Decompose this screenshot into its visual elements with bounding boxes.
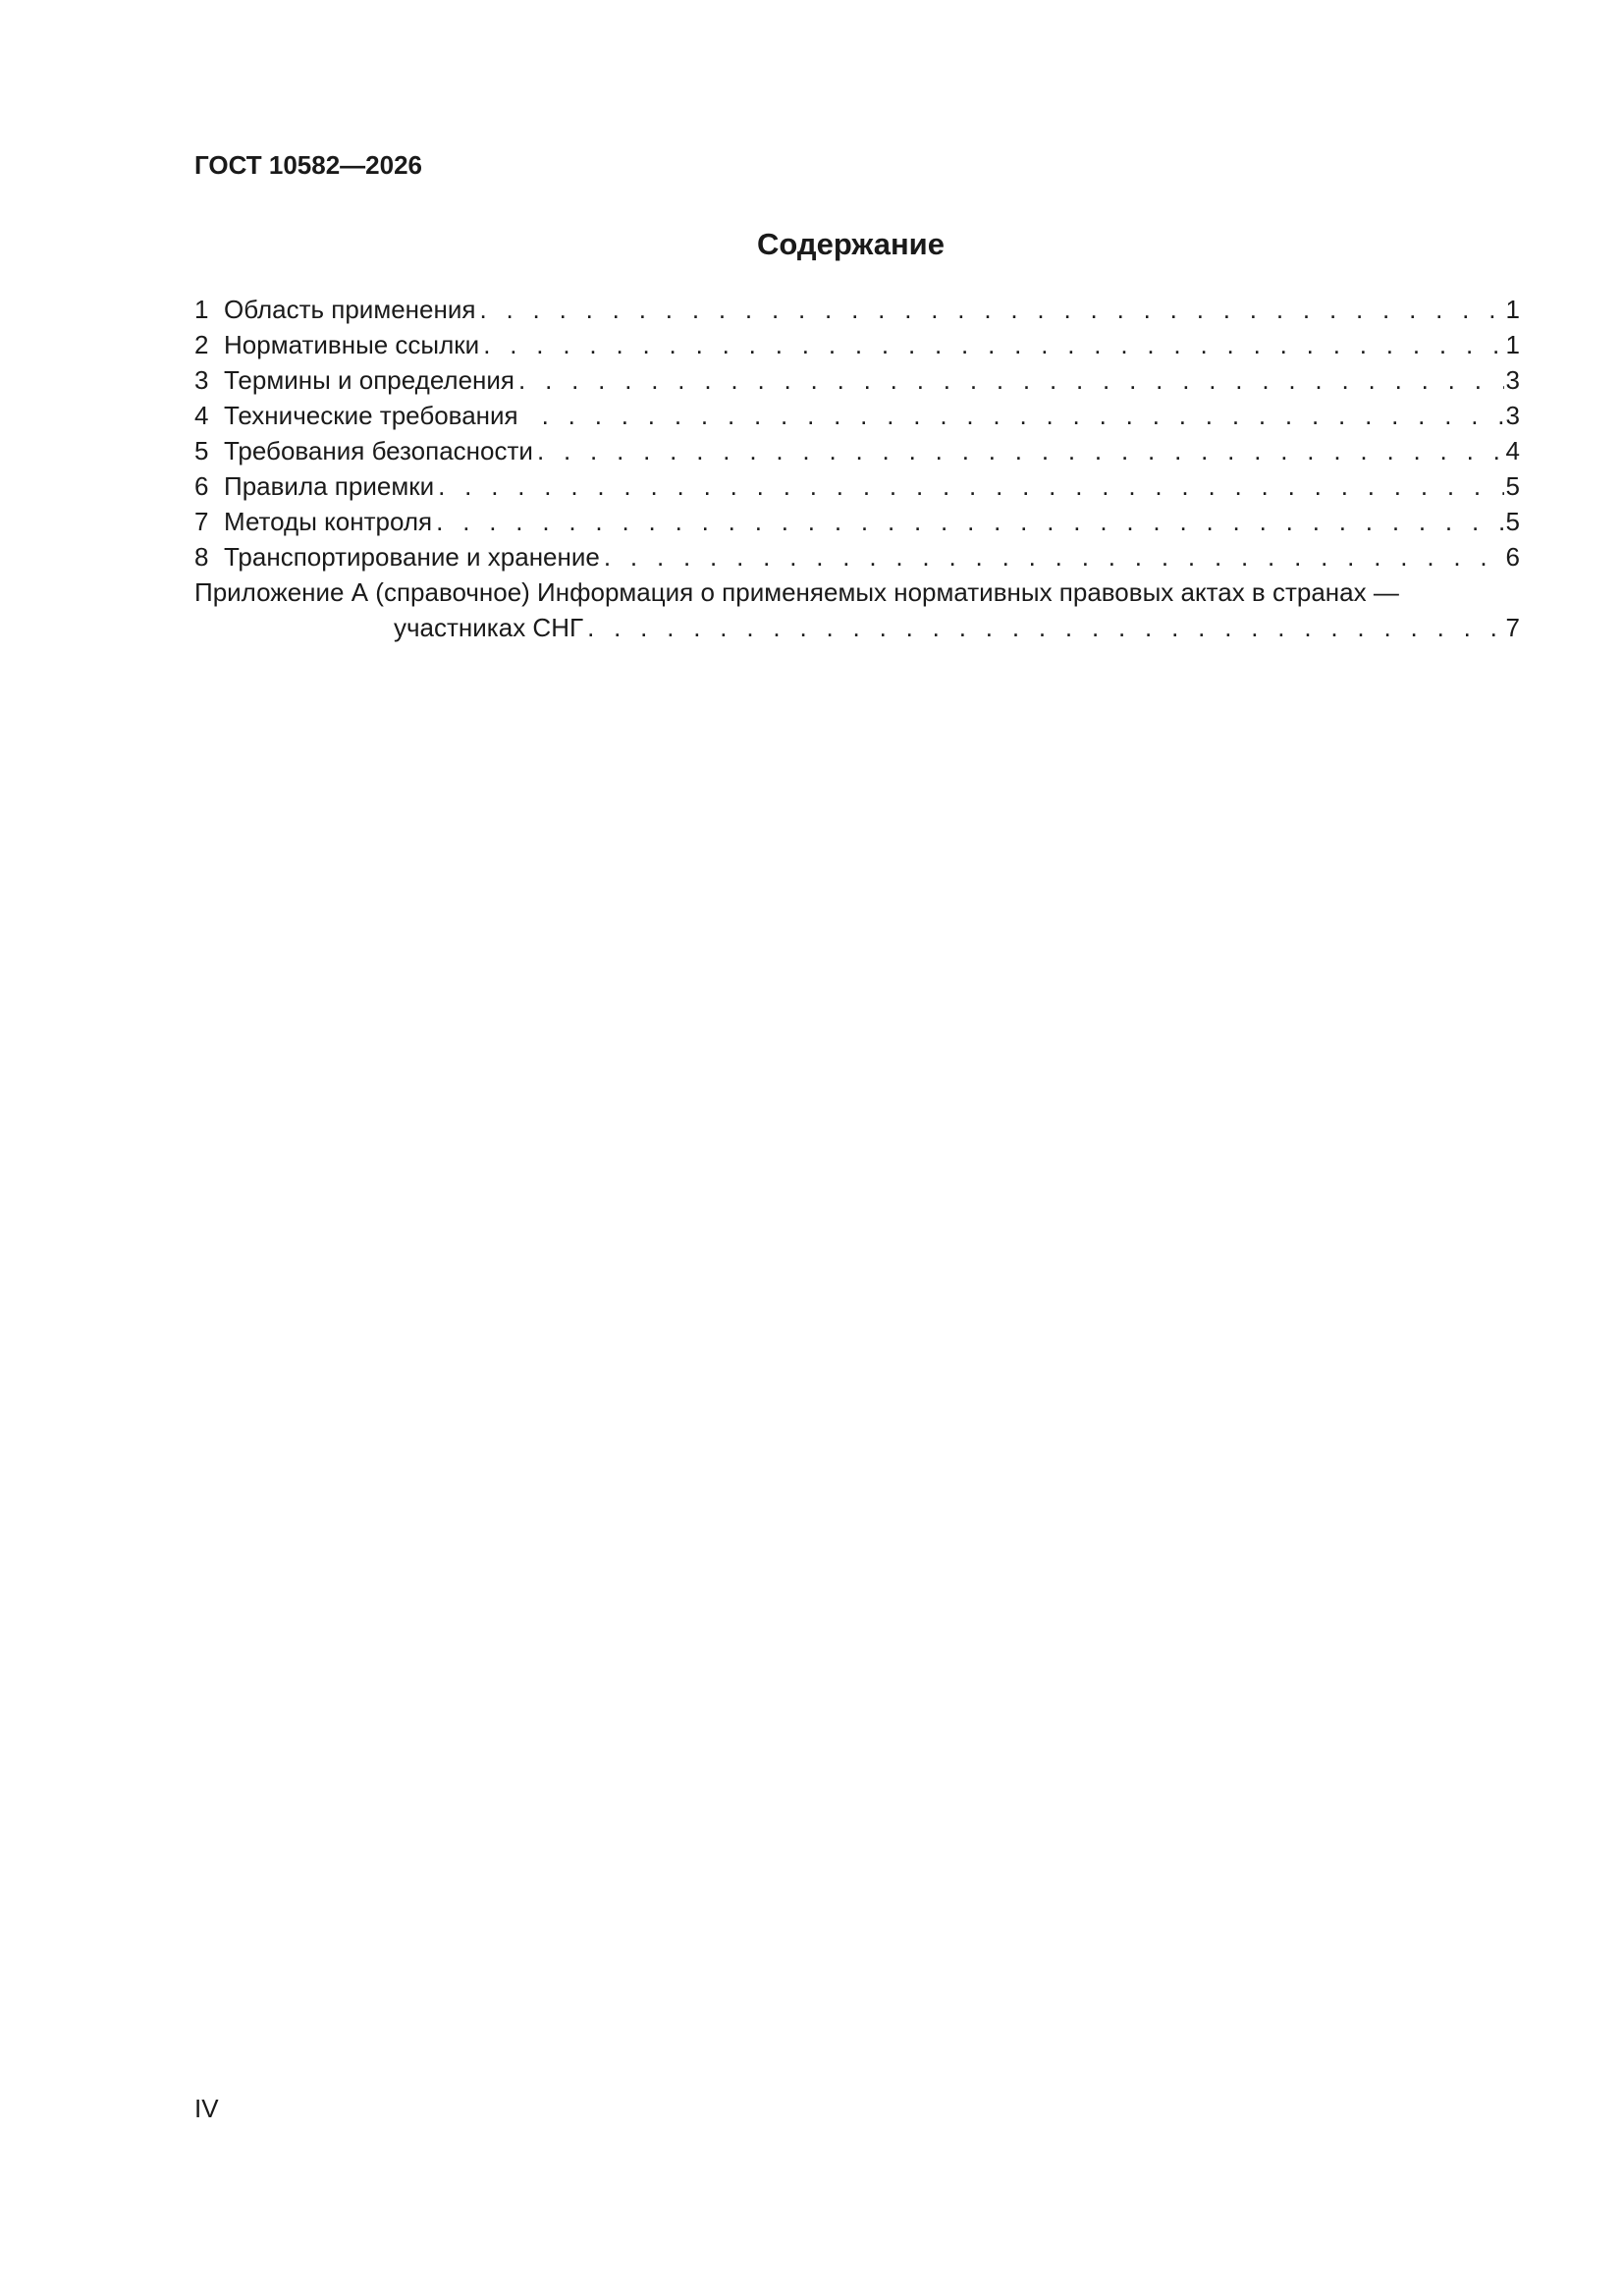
toc-item-page: 5 xyxy=(1505,471,1520,501)
page-number: IV xyxy=(194,2094,219,2123)
toc-leader-dots xyxy=(537,433,1504,468)
toc-item-text: Технические требования xyxy=(224,401,518,430)
toc-leader-dots xyxy=(604,539,1504,574)
toc-item-number: 5 xyxy=(194,436,209,465)
toc-leader-dots xyxy=(542,398,1504,433)
toc-item[interactable] xyxy=(194,362,1520,398)
toc-leader-dots xyxy=(479,292,1503,327)
toc-item-number: 1 xyxy=(194,295,209,324)
toc-item-text: Область применения xyxy=(224,295,476,324)
toc-item-number: 4 xyxy=(194,401,209,430)
toc-item-text: Транспортирование и хранение xyxy=(224,542,600,572)
toc-item-text: Нормативные ссылки xyxy=(224,330,480,359)
toc-item-page: 4 xyxy=(1505,436,1520,465)
toc-leader-dots xyxy=(587,610,1503,645)
toc-title: Содержание xyxy=(757,227,945,261)
toc-item-text: Требования безопасности xyxy=(224,436,533,465)
toc-leader-dots xyxy=(518,362,1504,398)
toc-item-number: 2 xyxy=(194,330,209,359)
toc-item-page: 5 xyxy=(1505,507,1520,536)
toc-appendix-item-continuation[interactable] xyxy=(194,610,1520,645)
toc-item-text: Методы контроля xyxy=(224,507,433,536)
toc-item[interactable] xyxy=(194,327,1520,362)
toc-item[interactable] xyxy=(194,504,1520,539)
toc-leader-dots xyxy=(438,468,1503,504)
toc-item-text: Термины и определения xyxy=(224,365,515,395)
toc-item[interactable] xyxy=(194,292,1520,327)
toc-leader-dots xyxy=(436,504,1503,539)
toc-item-text: Правила приемки xyxy=(224,471,435,501)
toc-item[interactable] xyxy=(194,539,1520,574)
toc-appendix-item[interactable] xyxy=(194,574,1520,610)
toc-item-page: 3 xyxy=(1505,365,1520,395)
toc-item[interactable] xyxy=(194,468,1520,504)
toc-item-number: 6 xyxy=(194,471,209,501)
toc-item-page: 3 xyxy=(1505,401,1520,430)
toc-item-number: 8 xyxy=(194,542,209,572)
toc-appendix-title-line1: Приложение А (справочное) Информация о применяемых нормативных правовых актах в странах — xyxy=(194,577,1399,607)
toc-item-page: 6 xyxy=(1505,542,1520,572)
toc-item-page: 1 xyxy=(1505,330,1520,359)
toc-item-page: 1 xyxy=(1505,295,1520,324)
toc-appendix-page: 7 xyxy=(1505,613,1520,642)
toc-item-number: 7 xyxy=(194,507,209,536)
toc-leader-dots xyxy=(483,327,1503,362)
toc-item[interactable] xyxy=(194,433,1520,468)
toc-item[interactable] xyxy=(194,398,1520,433)
document-code: ГОСТ 10582—2026 xyxy=(194,150,422,180)
toc-item-number: 3 xyxy=(194,365,209,395)
table-of-contents xyxy=(194,292,1520,645)
toc-appendix-title-line2: участниках СНГ xyxy=(394,613,584,642)
